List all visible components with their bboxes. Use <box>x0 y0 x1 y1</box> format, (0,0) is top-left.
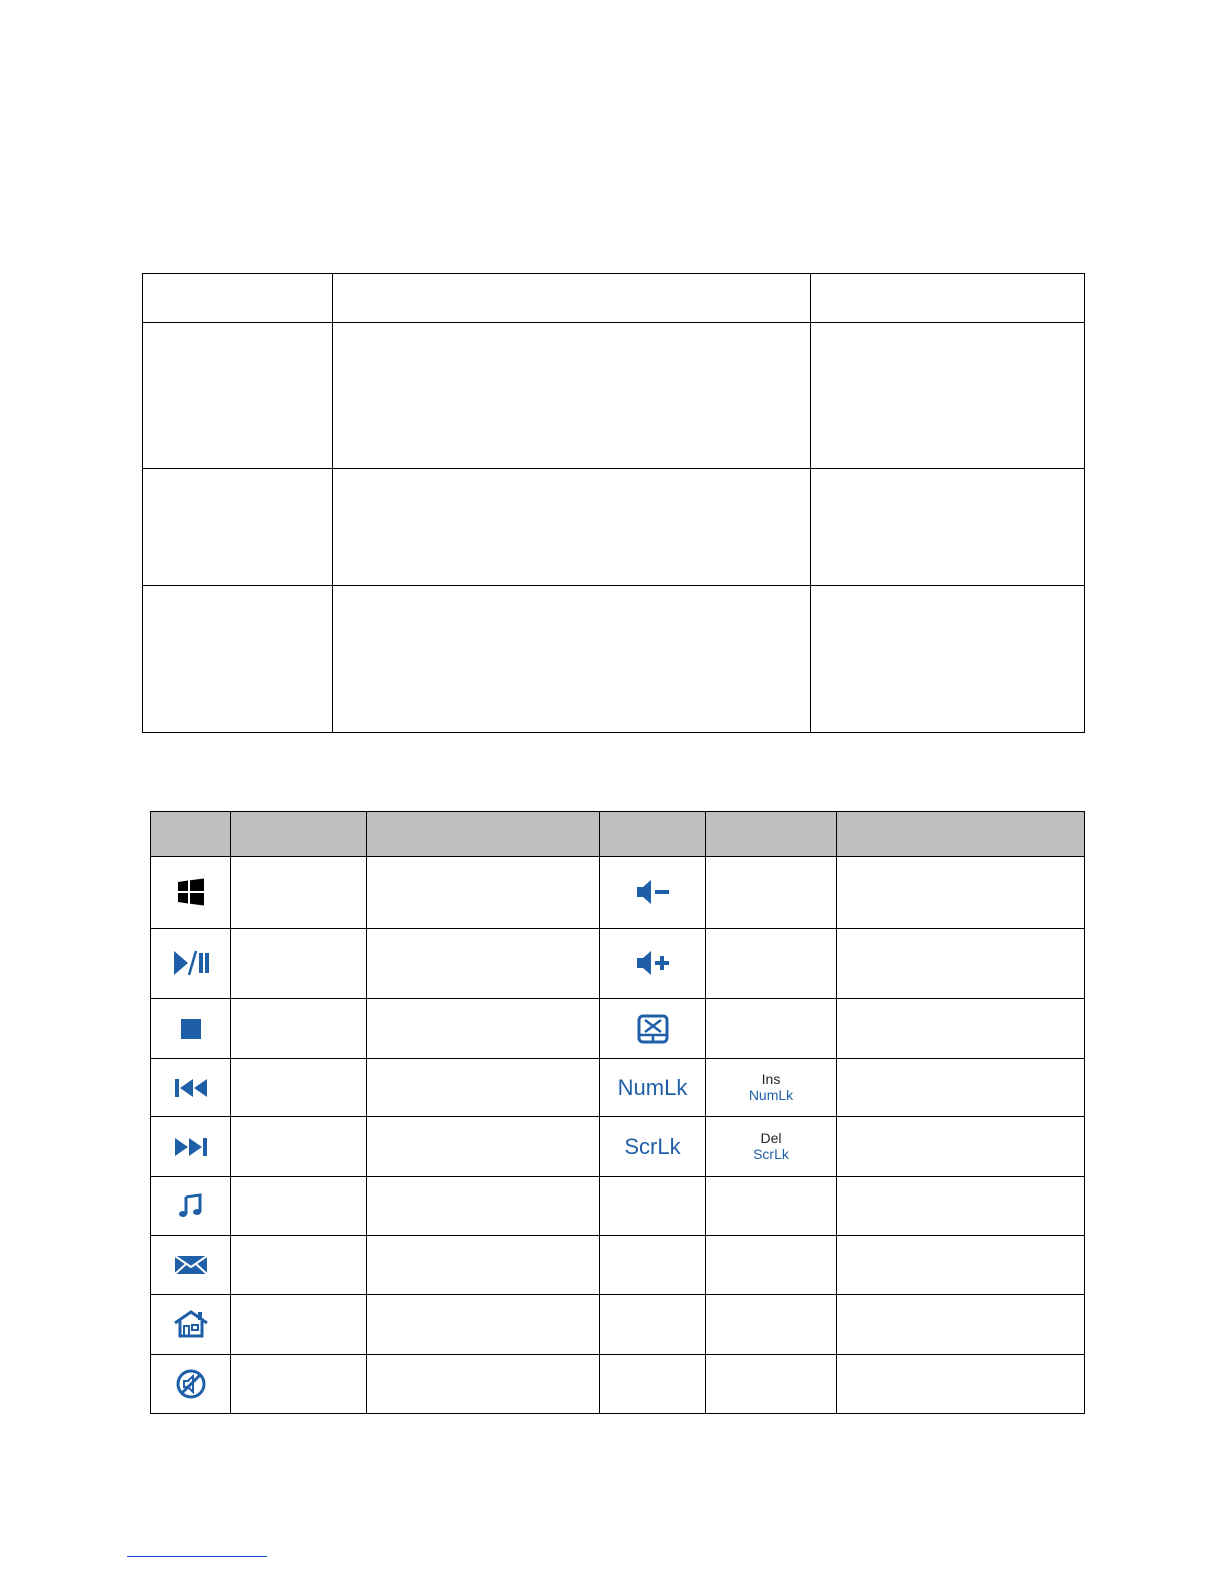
desc-cell <box>837 1117 1085 1176</box>
key-cell <box>706 928 837 998</box>
volume-up-icon <box>635 949 671 977</box>
desc-cell <box>367 1117 600 1176</box>
info-cell <box>333 469 811 586</box>
key-cell <box>231 1236 367 1295</box>
info-table-row <box>143 274 1085 323</box>
header-cell <box>706 812 837 857</box>
info-table-row <box>143 586 1085 733</box>
info-table-row <box>143 323 1085 469</box>
table-row <box>151 857 1085 928</box>
combo-cell <box>706 1059 837 1117</box>
mute-icon <box>175 1368 207 1400</box>
icon-cell <box>151 998 231 1058</box>
volume-down-icon <box>635 878 671 906</box>
desc-cell <box>837 1354 1085 1413</box>
icon-cell <box>600 928 706 998</box>
desc-cell <box>367 1059 600 1117</box>
ins-numlk-combo <box>749 1071 793 1103</box>
icon-cell <box>151 857 231 928</box>
icon-cell <box>600 998 706 1058</box>
hotkey-table-header <box>151 812 1085 857</box>
desc-cell <box>367 1295 600 1354</box>
table-row <box>151 1354 1085 1413</box>
key-cell <box>706 1354 837 1413</box>
touchpad-toggle-icon <box>637 1014 669 1044</box>
desc-cell <box>367 857 600 928</box>
header-cell <box>231 812 367 857</box>
stop-icon <box>180 1018 202 1040</box>
icon-cell <box>151 1236 231 1295</box>
table-row <box>151 998 1085 1058</box>
desc-cell <box>837 1295 1085 1354</box>
scrlk-key-label: ScrLk <box>624 1133 681 1159</box>
info-cell <box>333 586 811 733</box>
key-cell <box>706 857 837 928</box>
header-cell <box>151 812 231 857</box>
table-row <box>151 1295 1085 1354</box>
desc-cell <box>367 1354 600 1413</box>
info-table <box>142 273 1085 733</box>
mail-icon <box>174 1254 208 1276</box>
icon-cell <box>151 1176 231 1235</box>
home-icon <box>173 1309 209 1339</box>
info-cell <box>811 323 1085 469</box>
table-row <box>151 1117 1085 1176</box>
combo-top-label: Del <box>760 1129 782 1146</box>
desc-cell <box>367 998 600 1058</box>
music-note-icon <box>178 1193 204 1219</box>
next-track-icon <box>173 1136 209 1158</box>
desc-cell <box>837 1236 1085 1295</box>
key-cell <box>706 1176 837 1235</box>
info-cell <box>811 586 1085 733</box>
desc-cell <box>837 1176 1085 1235</box>
header-cell <box>600 812 706 857</box>
key-cell <box>600 1236 706 1295</box>
key-cell <box>231 857 367 928</box>
footer-link-underline[interactable] <box>127 1556 267 1557</box>
play-pause-icon <box>172 949 210 977</box>
desc-cell <box>367 1236 600 1295</box>
key-cell <box>231 1176 367 1235</box>
key-cell <box>231 1059 367 1117</box>
info-cell <box>811 469 1085 586</box>
info-table-row <box>143 469 1085 586</box>
info-cell <box>143 586 333 733</box>
key-cell <box>231 1354 367 1413</box>
icon-cell <box>151 1059 231 1117</box>
desc-cell <box>837 928 1085 998</box>
info-cell <box>143 469 333 586</box>
key-cell <box>706 1236 837 1295</box>
header-cell <box>837 812 1085 857</box>
info-cell <box>143 274 333 323</box>
key-cell <box>600 1295 706 1354</box>
icon-cell <box>151 1117 231 1176</box>
icon-cell <box>151 1354 231 1413</box>
desc-cell <box>367 928 600 998</box>
table-row <box>151 928 1085 998</box>
key-cell <box>231 1117 367 1176</box>
key-cell <box>600 1176 706 1235</box>
info-cell <box>811 274 1085 323</box>
key-cell <box>706 998 837 1058</box>
header-cell <box>367 812 600 857</box>
key-cell <box>231 1295 367 1354</box>
numlk-label-cell <box>600 1059 706 1117</box>
info-cell <box>333 323 811 469</box>
info-cell <box>143 323 333 469</box>
key-cell <box>706 1295 837 1354</box>
icon-cell <box>151 1295 231 1354</box>
desc-cell <box>367 1176 600 1235</box>
windows-icon <box>176 878 206 906</box>
table-row <box>151 1236 1085 1295</box>
combo-bottom-label: NumLk <box>748 1086 794 1103</box>
desc-cell <box>837 1059 1085 1117</box>
numlk-key-label: NumLk <box>617 1074 688 1100</box>
combo-top-label: Ins <box>761 1070 781 1087</box>
combo-cell <box>706 1117 837 1176</box>
icon-cell <box>600 857 706 928</box>
table-row <box>151 1059 1085 1117</box>
combo-bottom-label: ScrLk <box>753 1145 789 1162</box>
table-row <box>151 1176 1085 1235</box>
key-cell <box>600 1354 706 1413</box>
icon-cell <box>151 928 231 998</box>
desc-cell <box>837 857 1085 928</box>
desc-cell <box>837 998 1085 1058</box>
scrlk-label-cell <box>600 1117 706 1176</box>
key-cell <box>231 998 367 1058</box>
info-cell <box>333 274 811 323</box>
previous-track-icon <box>173 1077 209 1099</box>
key-cell <box>231 928 367 998</box>
del-scrlk-combo <box>753 1130 789 1162</box>
hotkey-table <box>150 811 1085 1414</box>
